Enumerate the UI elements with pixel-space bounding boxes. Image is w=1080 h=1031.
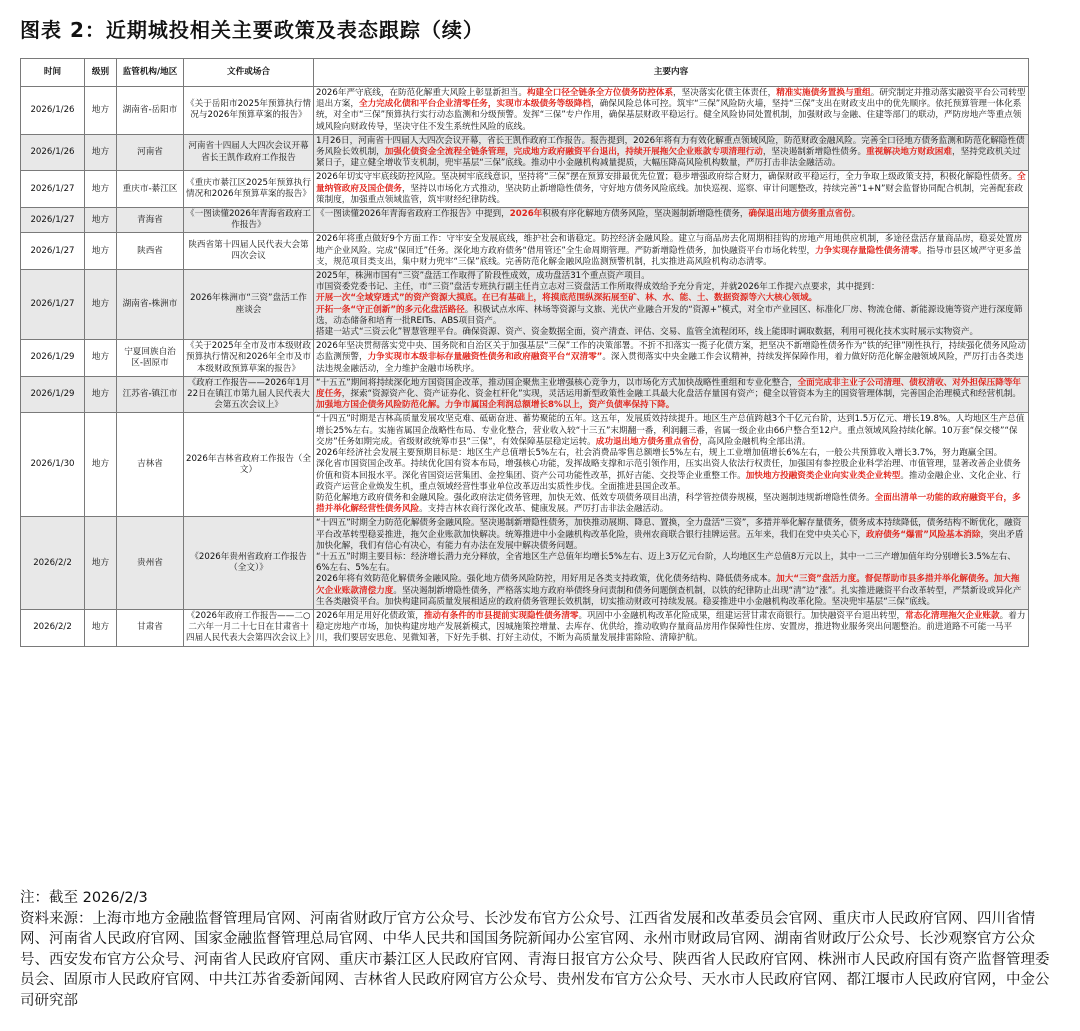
highlight-text: 构建全口径全链条全方位债务防控体系 [526,88,674,98]
content-text: 市国资委党委书记、主任，市“三资”盘活专班执行副主任肖立志对三资盘活工作所取得成效给予充分肯定，并就2026年工作提六点要求，其中提到： [316,282,880,293]
cell-content [314,233,1029,270]
cell-level: 地方 [85,609,117,646]
cell-date: 2026/1/27 [21,208,85,233]
content-text: 。深入贯彻落实中央金融工作会议精神，持续发挥保障作用，着力做好防范化解金融领域风险，严厉打击各类违法违规金融活动，全力维护金融市场秩序。 [316,352,1024,374]
content-text: 积极有序化解地方债务风险，坚决遏制新增隐性债务， [542,209,749,220]
cell-document: 《一图读懂2026年青海省政府工作报告》 [184,208,314,233]
content-text: 。 [851,209,861,220]
cell-date: 2026/1/26 [21,134,85,171]
content-text: 。研究制定并推动落实融资平台公司转型退出方案， [316,88,1026,110]
col-header-region: 监管机构/地区 [117,59,184,87]
highlight-text: 加大“三资”盘活力度。督促帮助市县多措并举化解债务。加大拖欠企业账款清偿力度 [316,574,1020,596]
content-text: 搭建一站式“三资云化”智慧管理平台。确保资源、资产、资金数据全面，资产清查、评估、交易、监管全流程闭环，线上能即时调取数据，利用可视化技术实时展示实物资产。 [316,327,979,338]
cell-content [314,270,1029,340]
cell-document: 陕西省第十四届人民代表大会第四次会议 [184,233,314,270]
cell-level: 地方 [85,376,117,413]
table-row [21,376,1029,413]
content-text: 2026年经济社会发展主要预期目标是：地区生产总值增长5%左右，社会消费品零售总额增长5%左右，规上工业增加值增长6%左右，一般公共预算收入增长3.7%，努力跑赢全国。 [316,448,1003,459]
table-row [21,171,1029,208]
cell-region: 湖南省-株洲市 [117,270,184,340]
highlight-text: 力争实现市本级非标存量融资性债务和政府融资平台“双清零” [367,352,603,363]
cell-document: 《重庆市綦江区2025年预算执行情况和2026年预算草案的报告》 [184,171,314,208]
content-text: 2026年严守底线，在防范化解重大风险上彰显新担当。 [316,88,527,98]
col-header-level: 级别 [85,59,117,87]
cell-region: 甘肃省 [117,609,184,646]
content-text: 2025年，株洲市国有“三资”盘活工作取得了阶段性成效，成功盘活31个重点资产项目。 [316,271,650,282]
table-row [21,609,1029,646]
content-text: 2026年用足用好化债政策， [316,610,424,621]
table-row [21,340,1029,377]
table-body [21,87,1029,647]
cell-level: 地方 [85,171,117,208]
cell-date: 2026/2/2 [21,517,85,610]
cell-region: 陕西省 [117,233,184,270]
content-text: ，高风险金融机构全部出清。 [698,436,811,447]
highlight-text: 2026年 [509,209,543,220]
highlight-text: 推动有条件的市县提前实现隐性债务清零 [423,610,579,621]
cell-level: 地方 [85,413,117,517]
highlight-text: 重视解决地方财政困难 [866,147,952,158]
cell-date: 2026/1/27 [21,270,85,340]
cell-region: 河南省 [117,134,184,171]
content-text: 2026年切实守牢底线防控风险。坚决树牢底线意识，坚持将“三保”摆在预算安排最优先位置；稳步增强政府综合财力，确保财政平稳运行，全力争取上级政策支持，积极化解隐性债务。 [316,172,1018,183]
content-text: “十四五”时期是吉林高质量发展攻坚克难、砥砺奋进、蓄势聚能的五年。这五年，发展质效持续提升。地区生产总值跨越3个千亿元台阶，达到1.5万亿元、增长19.8%。人均地区生产总值增长25%左右。实施省属国企战略性布局、专业化整合，营业收入较“十三五”末期翻一番，利润翻三番，省属一级企业由66户整合至12户。重点领域风险持续化解。10万套“保交楼”“保交房”任务如期完成。省级财政统筹市县“三保”，有效保障基层稳定运转。 [316,414,1025,447]
cell-region: 重庆市-綦江区 [117,171,184,208]
content-text: 深化省市国资国企改革。持续优化国有资本布局，增强核心功能，发挥战略支撑和示范引领作用，压实出资人依法行权责任，加强国有参控股企业科学治理、市值管理，显著改善企业债务价值和资本回报水平。深化省国资运营集团、金控集团、资产公司功能性改革，抓好吉能、交投等企业重整工作。 [316,459,1021,481]
content-text: 。积极试点水库、林场等资源与文旅、光伏产业融合开发的“资源+”模式，对全市产业园区、标准化厂房、物流仓储、新能源设施等资产进行深度筛选，动态储备和培育一批REITs、ABS项目资产。 [316,304,1023,326]
cell-content [314,609,1029,646]
policy-table-container [20,58,1028,647]
content-text: 。支持吉林农商行深化改革、健康发展。严厉打击非法金融活动。 [419,504,669,515]
cell-content [314,340,1029,377]
cell-content [314,171,1029,208]
source-text: 资料来源：上海市地方金融监督管理局官网、河南省财政厅官方公众号、长沙发布官方公众号、江西省发展和改革委员会官网、重庆市人民政府官网、四川省情网、河南省人民政府官网、国家金融监督管理总局官网、中华人民共和国国务院新闻办公室官网、永州市财政局官网、湖南省财政厅公众号、长沙观察官方公众号、西安发布官方公众号、河南省人民政府官网、重庆市綦江区人民政府官网、青海日报官方公众号、陕西省人民政府官网、株洲市人民政府国有资产监督管理委员会、固原市人民政府官网、中共江苏省委新闻网、吉林省人民政府网官方公众号、贵州发布官方公众号、天水市人民政府官网、都江堰市人民政府官网，中金公司研究部 [20,910,1050,1009]
table-row [21,270,1029,340]
content-text: 。坚决遏制新增隐性债务，严格落实地方政府举债终身问责制和债务问题倒查机制，以铁的纪律防止出现“清”边“涨”。扎实推进融资平台改革转型，严禁新设或异化产生各类融资平台。加快构建同高质量发展相适应的政府债务管理长效机制，切实推动财政可持续发展。稳妥推进中小金融机构改革化险。坚决兜牢基层“三保”底线。 [316,585,1022,607]
content-text: “十四五”时期全力防范化解债务金融风险。坚决遏制新增隐性债务，加快推动展期、降息、置换，全力盘活“三资”，多措并举化解存量债务，债务成本持续降低，债务结构不断优化，融资平台改革转型稳妥推进，拖欠企业账款加快解决。统筹推进中小金融机构改革化险，贵州农商联合银行挂牌运营。五年来，我们在党中央关心下， [316,518,1022,540]
table-header-row [21,59,1029,87]
content-text: ，坚决落实化债主体责任， [673,88,777,98]
table-row [21,134,1029,171]
cell-date: 2026/2/2 [21,609,85,646]
table-row [21,517,1029,610]
cell-document: 2026年株洲市“三资”盘活工作座谈会 [184,270,314,340]
cell-region: 吉林省 [117,413,184,517]
content-text: ，探索“资源资产化、资产证券化、资金杠杆化”实现，灵活运用新型政策性金融工具最大化盘活存量国有资产；健全以管资本为主的国资管理体制，完善国企治理模式和经营机制。 [341,389,1022,400]
content-text: “十五五”期间将持续深化地方国资国企改革，推动国企聚焦主业增强核心竞争力，以市场化方式加快战略性重组和专业化整合， [316,377,798,388]
content-text: ，突出矛盾加快化解，我们有信心有决心，有能力有办法在发展中解决债务问题。 [316,529,1024,551]
content-text: ，坚决遏制新增隐性债务。 [762,147,867,158]
table-row [21,208,1029,233]
table-row [21,87,1029,135]
cell-content [314,376,1029,413]
content-text: “十五五”时期主要目标：经济增长潜力充分释放，全省地区生产总值年均增长5%左右、迈上3万亿元台阶，人均地区生产总值8万元以上，其中一二三产增加值年均分别增长3.5%左右、6%左右、5%左右。 [316,551,1016,574]
highlight-text: 加强地方国企债务风险防范化解。力争市属国企利润总额增长8%以上，资产负债率保持下降。 [316,400,675,411]
cell-level: 地方 [85,208,117,233]
cell-date: 2026/1/30 [21,413,85,517]
content-text: 2026年坚决贯彻落实党中央、国务院和自治区关于加强基层“三保”工作的决策部署。不折不扣落实一揽子化债方案，把坚决不新增隐性债务作为“铁的纪律”刚性执行，持续强化债务风险动态监测预警， [316,341,1026,363]
highlight-text: 力争实现存量隐性债务清零 [815,245,919,256]
content-text: 防范化解地方政府债务和金融风险。强化政府法定债务管理，加快无效、低效专项债务项目出清，科学管控债券规模，坚决遏制违规新增隐性债务。 [316,492,875,503]
highlight-text: 确保退出地方债务重点省份 [748,209,852,220]
cell-content [314,87,1029,135]
cell-level: 地方 [85,233,117,270]
cell-level: 地方 [85,87,117,135]
page-title: 图表 2：近期城投相关主要政策及表态跟踪（续） [20,18,484,42]
cell-date: 2026/1/29 [21,376,85,413]
cell-region: 宁夏回族自治区-固原市 [117,340,184,377]
highlight-text: 加快地方投融资类企业向实业类企业转型 [745,470,901,481]
cell-date: 2026/1/29 [21,340,85,377]
content-text: 2026年将有效防范化解债务金融风险。强化地方债务风险防控，用好用足各类支持政策，优化债务结构、降低债务成本。 [316,574,777,585]
cell-document: 《政府工作报告——2026年1月22日在镇江市第九届人民代表大会第五次会议上》 [184,376,314,413]
content-text: 。指导市县区域严守更多盖支，规范项目类支出，集中财力兜牢“三保”底线。完善防范化解金融风险监测预警机制，扎实推进高风险机构动态清零。 [316,245,1022,267]
cell-document: 2026年吉林省政府工作报告（全文） [184,413,314,517]
highlight-text: 全面出清单一功能的政府融资平台，多措并举化解经营性债务风险 [316,492,1021,515]
cell-date: 2026/1/27 [21,171,85,208]
cell-date: 2026/1/27 [21,233,85,270]
footnotes [20,888,1060,1011]
cell-content [314,134,1029,171]
cell-level: 地方 [85,340,117,377]
cell-level: 地方 [85,134,117,171]
highlight-text: 全力完成化债和平台企业清零任务，实现市本级债务等级降档 [358,99,592,110]
content-text: 。着力稳定房地产市场，加快构建房地产发展新模式，因城施策控增量、去库存、优供给，推动收购存量商品房用作保障性住房、安置房，推进物业服务突出问题整治。前进道路不可能一马平川，我们要居安思危、见微知著，下好先手棋、打好主动仗，不断为高质量发展排雷除险、清障护航。 [316,610,1026,644]
content-text: ，坚持党政机关过紧日子，建立健全增收节支机制，兜牢基层“三保”底线。推动中小金融机构减量提质，大幅压降高风险机构数量，严厉打击非法金融活动。 [316,147,1021,169]
col-header-document: 文件或场合 [184,59,314,87]
cell-region: 青海省 [117,208,184,233]
cell-document: 《关于岳阳市2025年预算执行情况与2026年预算草案的报告》 [184,87,314,135]
table-row [21,233,1029,270]
policy-table [20,58,1029,647]
cell-region: 贵州省 [117,517,184,610]
highlight-text: 成功退出地方债务重点省份 [595,436,699,447]
content-text: 《一图读懂2026年青海省政府工作报告》中提到， [316,209,510,220]
content-text: 1月26日，河南省十四届人大四次会议开幕，省长王凯作政府工作报告。报告提到，2026年将有力有效化解重点领域风险，防范财政金融风险。完善全口径地方债务监测和防范化解隐性债务风险长效机制， [316,135,1025,158]
cell-level: 地方 [85,517,117,610]
cell-document: 《2026年政府工作报告——二○二六年一月二十七日在甘肃省十四届人民代表大会第四次会议上》 [184,609,314,646]
content-text: 2026年将重点做好9个方面工作：守牢安全发展底线，维护社会和谐稳定。防控经济金融风险。建立与商品房去化周期相挂钩的房地产用地供应机制，多途径盘活存量商品房，稳妥处置房地产企业风险。完成“保回迁”任务。深化地方政府债务“借用管还”全生命周期管理。严防新增隐性债务，加快融资平台市场化转型， [316,234,1023,256]
content-text: 。推动金融企业、文化企业、行政资产运营企业焕发生机，重点领域经营性事业单位改革迈出实质性步伐。全面推进县国企改革。 [316,470,1021,492]
cell-content [314,208,1029,233]
cell-region: 湖南省-岳阳市 [117,87,184,135]
note-text: 注：截至 2026/2/3 [20,890,148,906]
col-header-content: 主要内容 [314,59,1029,87]
cell-document: 《关于2025年全市及市本级财政预算执行情况和2026年全市及市本级财政预算草案的报告》 [184,340,314,377]
col-header-date: 时间 [21,59,85,87]
cell-region: 江苏省-镇江市 [117,376,184,413]
cell-level: 地方 [85,270,117,340]
highlight-text: 全量纳管政府及国企债务 [316,172,1026,194]
content-text: ，确保风险总体可控。筑牢“三保”风险防火墙，坚持“三保”支出在财政支出中的优先顺序。依托预算管理一体化系统，对全市“三保”预算执行实行动态监测和分级预警。发挥“三保”专户作用，确保基层财政平稳运行。健全风险协同处置机制，加强财政与金融、住建等部门的联动，严防房地产等重点领域风险向财政传导，坚决守住不发生系统性风险的底线。 [316,99,1022,132]
highlight-text: 开展一次“全域穿透式”的资产资源大摸底。在已有基础上，将摸底范围纵深拓展至矿、林、水、能、土、数据资源等六大核心领域。 [316,293,818,304]
cell-content [314,517,1029,610]
highlight-text: 加强化债资金全流程全链条管理，完成地方政府融资平台退出，持续开展拖欠企业账款专项清理行动 [384,147,763,158]
table-row [21,413,1029,517]
highlight-text: 精准实施债务置换与重组 [776,88,871,98]
cell-document: 河南省十四届人大四次会议开幕省长王凯作政府工作报告 [184,134,314,171]
cell-date: 2026/1/26 [21,87,85,135]
highlight-text: 全面完成非主业子公司清理、债权清收、对外担保压降等年度任务 [316,377,1022,400]
cell-document: 《2026年贵州省政府工作报告（全文）》 [184,517,314,610]
highlight-text: 常态化清理拖欠企业账款 [905,610,1000,621]
cell-content [314,413,1029,517]
content-text: ，坚持以市场化方式推动，坚决防止新增隐性债务，守好地方债务风险底线。加快巡视、巡察、审计问题整改，持续完善“1+N”财会监督协同配合机制，完善配套政策制度，加强重点领域监管，筑牢财经纪律防线。 [316,183,1023,205]
content-text: 。巩固中小金融机构改革化险成果，组建运营甘肃农商银行。加快融资平台退出转型， [578,610,906,621]
highlight-text: 政府债务“爆雷”风险基本消除 [866,529,981,540]
highlight-text: 开拓一条“守正创新”的多元化盘活路径 [316,304,465,315]
